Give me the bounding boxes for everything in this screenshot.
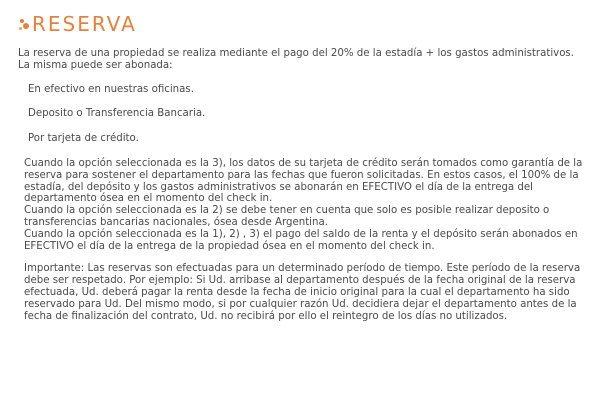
payment-option-transfer: Deposito o Transferencia Bancaria.: [28, 108, 206, 120]
intro-paragraph: La reserva de una propiedad se realiza mediante el pago del 20% de la estadía + los gastos administrativos.: [18, 48, 574, 59]
intro-payable-line: La misma puede ser abonada:: [18, 59, 173, 71]
page-header: [18, 11, 137, 37]
condition-all-options: Cuando la opción seleccionada es la 1), 2) , 3) el pago del saldo de la renta y el depósito serán abonados en EFECTIVO el día de la entrega de la propiedad ósea en el momento del check in.: [24, 228, 578, 252]
condition-option-2: Cuando la opción seleccionada es la 2) se debe tener en cuenta que solo es posible realizar deposito o transferencias bancarias nacionales, ósea desde Argentina.: [24, 205, 550, 228]
payment-options-list: [28, 84, 588, 145]
payment-option-credit-card: Por tarjeta de crédito.: [28, 133, 139, 145]
payment-option-cash: En efectivo en nuestras oficinas.: [28, 83, 194, 95]
page-title: RESERVA: [32, 12, 137, 36]
condition-option-3: Cuando la opción seleccionada es la 3), los datos de su tarjeta de crédito serán tomados como garantía de la reserva para sostener el departamento para las fechas que fueron solicitadas. En estos casos, el 100% de la estadía, del depósito y los gastos administrativos se abonarán en EFECTIVO el día de la entrega del departamento ósea en el momento del check in.: [24, 157, 583, 205]
reservation-content: [18, 48, 588, 322]
important-notice: [24, 263, 588, 322]
intro-block: [18, 48, 588, 72]
important-paragraph: Importante: Las reservas son efectuadas para un determinado período de tiempo. Este período de la reserva debe ser respetado. Por ejemplo: Si Ud. arribase al departamento después de la fecha original de la reserva efectuada, Ud. deberá pagar la renta desde la fecha de inicio original para la cual el departamento ha sido reservado para Ud. Del mismo modo, si por cualquier razón Ud. decidiera dejar el departamento antes de la fecha de finalización del contrato, Ud. no recibirá por ello el reintegro de los días no utilizados.: [24, 263, 581, 322]
orange-dots-icon: [18, 13, 30, 35]
conditions-block: [24, 158, 588, 252]
